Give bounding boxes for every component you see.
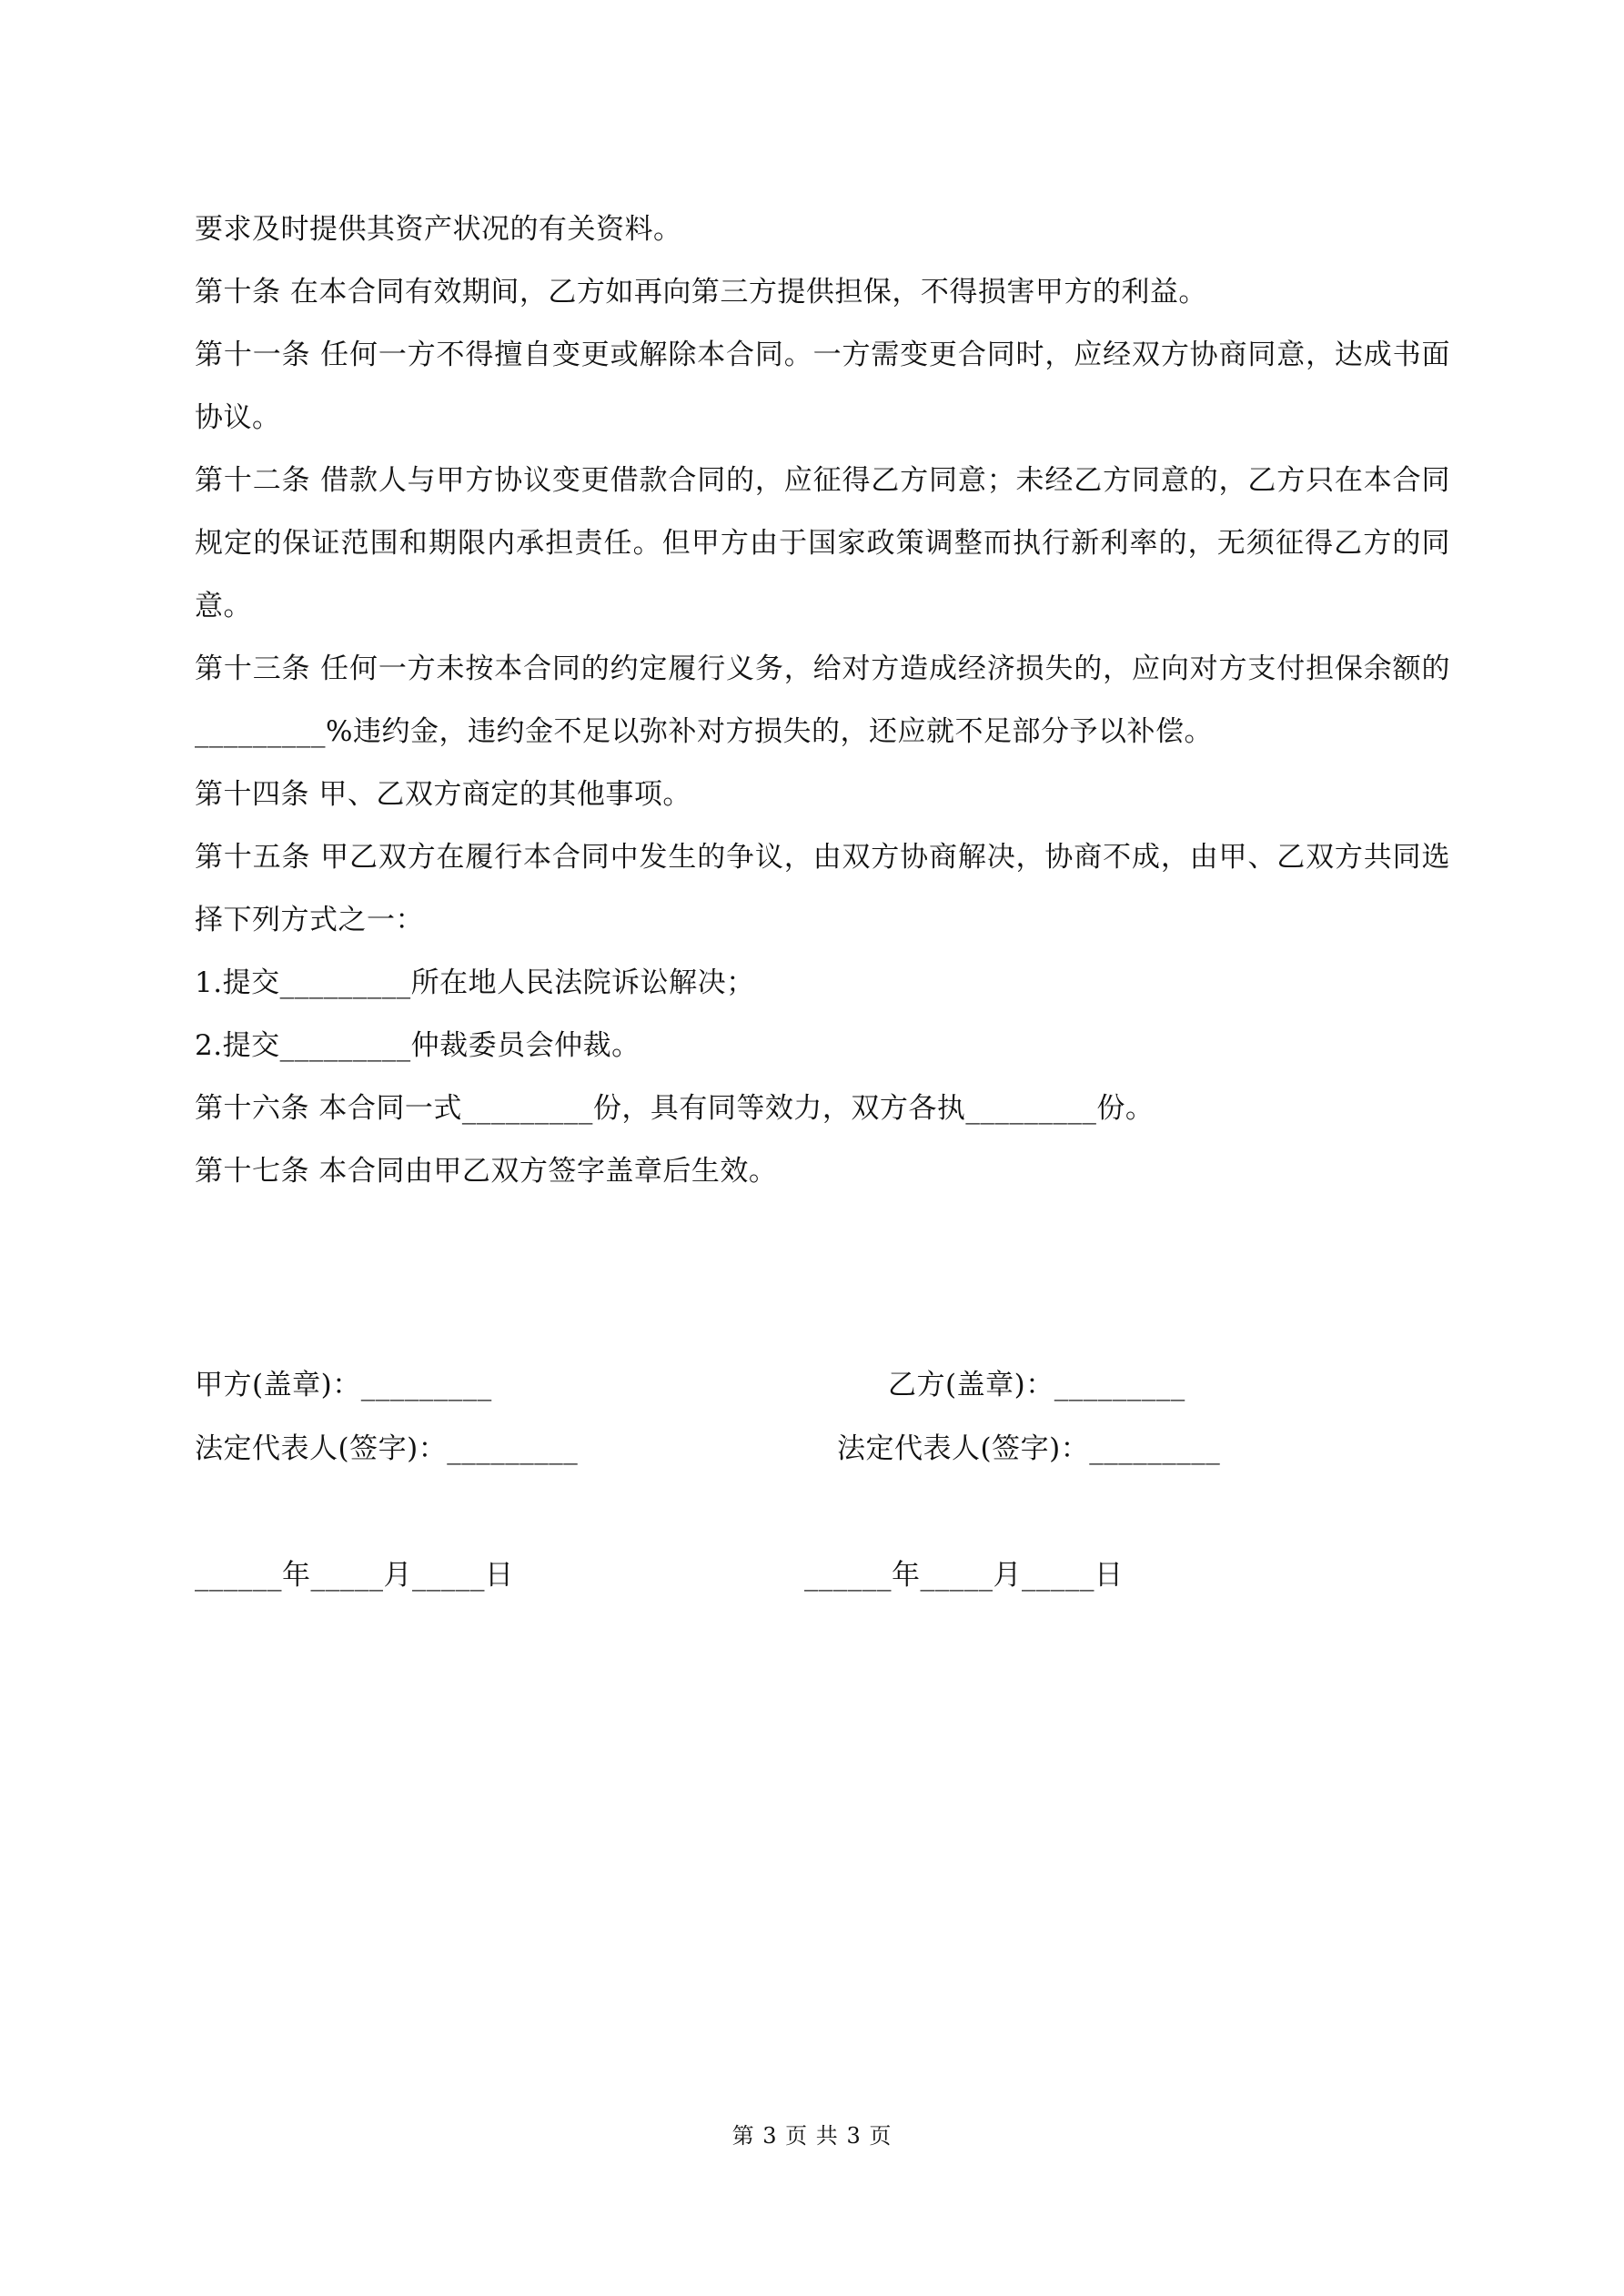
party-b-seal-line: 乙方(盖章)：_________ <box>888 1369 1185 1401</box>
article-10: 第十条 在本合同有效期间，乙方如再向第三方提供担保，不得损害甲方的利益。 <box>195 276 1207 308</box>
party-b-date-line: ______年_____月_____日 <box>804 1559 1124 1592</box>
article-15-option-1: 1.提交_________所在地人民法院诉讼解决； <box>195 966 755 999</box>
article-15: 第十五条 甲乙双方在履行本合同中发生的争议，由双方协商解决，协商不成，由甲、乙双方共同选择下列方式之一： <box>195 841 1450 936</box>
article-15-option-2: 2.提交_________仲裁委员会仲裁。 <box>195 1029 641 1062</box>
party-a-seal-line: 甲方(盖章)：_________ <box>195 1369 492 1401</box>
contract-body <box>195 198 1450 1203</box>
party-a-date-line: ______年_____月_____日 <box>195 1559 514 1592</box>
article-12: 第十二条 借款人与甲方协议变更借款合同的，应征得乙方同意；未经乙方同意的，乙方只在本合同规定的保证范围和期限内承担责任。但甲方由于国家政策调整而执行新利率的，无须征得乙方的同意。 <box>195 464 1450 622</box>
party-a-representative-line: 法定代表人(签字)：_________ <box>195 1432 579 1465</box>
page-number: 第 3 页 共 3 页 <box>731 2123 893 2149</box>
paragraph-asset-info: 要求及时提供其资产状况的有关资料。 <box>195 213 682 246</box>
party-b-representative-line: 法定代表人(签字)：_________ <box>837 1432 1221 1465</box>
article-17: 第十七条 本合同由甲乙双方签字盖章后生效。 <box>195 1155 778 1188</box>
article-16: 第十六条 本合同一式_________份，具有同等效力，双方各执_________份。 <box>195 1092 1155 1125</box>
article-13: 第十三条 任何一方未按本合同的约定履行义务，给对方造成经济损失的，应向对方支付担保余额的_________%违约金，违约金不足以弥补对方损失的，还应就不足部分予以补偿。 <box>195 652 1450 748</box>
article-11: 第十一条 任何一方不得擅自变更或解除本合同。一方需变更合同时，应经双方协商同意，达成书面协议。 <box>195 339 1450 434</box>
article-14: 第十四条 甲、乙双方商定的其他事项。 <box>195 778 691 811</box>
